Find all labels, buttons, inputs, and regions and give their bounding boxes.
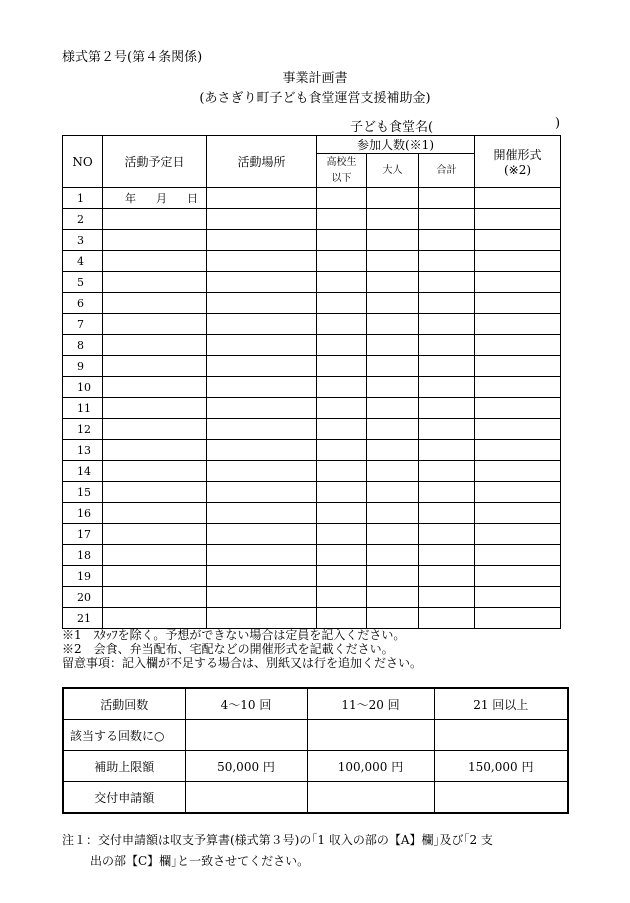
- date-cell[interactable]: [103, 440, 207, 461]
- footnote-line-1: 注１：交付申請額は収支予算書(様式第３号)の｢1 収入の部の【A】欄｣及び｢2 支: [62, 833, 493, 847]
- place-cell[interactable]: [207, 545, 317, 566]
- row-number: 9: [63, 356, 103, 377]
- table-row: [63, 272, 561, 293]
- date-cell[interactable]: [103, 419, 207, 440]
- column-adults: 大人: [367, 154, 419, 188]
- date-cell[interactable]: [103, 545, 207, 566]
- subsidy-limit-21-plus: 150,000 円: [434, 751, 568, 782]
- total-cell[interactable]: [419, 377, 475, 398]
- date-cell[interactable]: [103, 272, 207, 293]
- column-format: [475, 136, 561, 188]
- table-row: [63, 377, 561, 398]
- adults-cell[interactable]: [367, 272, 419, 293]
- total-cell[interactable]: [419, 440, 475, 461]
- highschool-cell[interactable]: [317, 335, 367, 356]
- date-cell[interactable]: [103, 335, 207, 356]
- total-cell[interactable]: [419, 398, 475, 419]
- applicable-count-label: 該当する回数に○: [63, 720, 185, 751]
- adults-cell[interactable]: [367, 377, 419, 398]
- count-range-11-20: 11～20 回: [307, 688, 434, 720]
- row-number: 1: [63, 188, 103, 209]
- adults-cell[interactable]: [367, 398, 419, 419]
- table-row: [63, 482, 561, 503]
- total-cell[interactable]: [419, 293, 475, 314]
- highschool-cell[interactable]: [317, 608, 367, 629]
- format-cell[interactable]: [475, 419, 561, 440]
- format-cell[interactable]: [475, 461, 561, 482]
- total-cell[interactable]: [419, 209, 475, 230]
- total-cell[interactable]: [419, 587, 475, 608]
- format-cell[interactable]: [475, 545, 561, 566]
- adults-cell[interactable]: [367, 293, 419, 314]
- date-cell[interactable]: [103, 608, 207, 629]
- date-cell[interactable]: [103, 587, 207, 608]
- highschool-cell[interactable]: [317, 314, 367, 335]
- format-cell[interactable]: [475, 377, 561, 398]
- subsidy-limit-label: 補助上限額: [63, 751, 185, 782]
- total-cell[interactable]: [419, 503, 475, 524]
- date-cell[interactable]: [103, 398, 207, 419]
- highschool-cell[interactable]: [317, 398, 367, 419]
- row-number: 11: [63, 398, 103, 419]
- application-amount-cell-2[interactable]: [307, 782, 434, 814]
- subsidy-limit-4-10: 50,000 円: [185, 751, 307, 782]
- document-title: 事業計画書: [282, 71, 348, 86]
- date-cell[interactable]: [103, 566, 207, 587]
- total-cell[interactable]: [419, 251, 475, 272]
- row-number: 3: [63, 230, 103, 251]
- place-cell[interactable]: [207, 188, 317, 209]
- table-row: [63, 335, 561, 356]
- format-cell[interactable]: [475, 230, 561, 251]
- place-cell[interactable]: [207, 314, 317, 335]
- row-number: 19: [63, 566, 103, 587]
- date-cell[interactable]: [103, 524, 207, 545]
- format-cell[interactable]: [475, 251, 561, 272]
- format-cell[interactable]: [475, 188, 561, 209]
- total-cell[interactable]: [419, 461, 475, 482]
- format-cell[interactable]: [475, 524, 561, 545]
- place-cell[interactable]: [207, 335, 317, 356]
- total-cell[interactable]: [419, 608, 475, 629]
- form-number: 様式第２号(第４条関係): [62, 50, 203, 65]
- adults-cell[interactable]: [367, 356, 419, 377]
- place-cell[interactable]: [207, 398, 317, 419]
- place-cell[interactable]: [207, 482, 317, 503]
- total-cell[interactable]: [419, 419, 475, 440]
- date-cell[interactable]: [103, 209, 207, 230]
- place-cell[interactable]: [207, 272, 317, 293]
- date-cell[interactable]: [103, 230, 207, 251]
- row-number: 21: [63, 608, 103, 629]
- table-row: [63, 440, 561, 461]
- total-cell[interactable]: [419, 314, 475, 335]
- table-row: [63, 503, 561, 524]
- place-cell[interactable]: [207, 440, 317, 461]
- format-cell[interactable]: [475, 440, 561, 461]
- column-format-line1: 開催形式: [493, 148, 542, 162]
- document-subtitle: (あさぎり町子ども食堂運営支援補助金): [199, 91, 431, 106]
- highschool-cell[interactable]: [317, 461, 367, 482]
- format-cell[interactable]: [475, 209, 561, 230]
- applicable-cell-4-10[interactable]: [185, 720, 307, 751]
- date-cell[interactable]: [103, 293, 207, 314]
- shop-name-field[interactable]: [350, 116, 561, 135]
- table-row: [63, 230, 561, 251]
- table-row: [63, 251, 561, 272]
- place-cell[interactable]: [207, 377, 317, 398]
- total-cell[interactable]: [419, 356, 475, 377]
- highschool-cell[interactable]: [317, 356, 367, 377]
- adults-cell[interactable]: [367, 440, 419, 461]
- date-day-label: 日: [187, 192, 198, 205]
- adults-cell[interactable]: [367, 251, 419, 272]
- column-participants: 参加人数(※1): [317, 136, 475, 154]
- place-cell[interactable]: [207, 356, 317, 377]
- table-row: [63, 524, 561, 545]
- highschool-cell[interactable]: [317, 230, 367, 251]
- row-number: 16: [63, 503, 103, 524]
- table-row: [63, 293, 561, 314]
- table-row: [63, 419, 561, 440]
- highschool-cell[interactable]: [317, 209, 367, 230]
- adults-cell[interactable]: [367, 335, 419, 356]
- total-cell[interactable]: [419, 188, 475, 209]
- date-cell[interactable]: [103, 188, 207, 209]
- format-cell[interactable]: [475, 587, 561, 608]
- highschool-cell[interactable]: [317, 566, 367, 587]
- activity-plan-table: [62, 135, 561, 629]
- format-cell[interactable]: [475, 314, 561, 335]
- table-row: [63, 587, 561, 608]
- table-row: [63, 188, 561, 209]
- place-cell[interactable]: [207, 608, 317, 629]
- footnote: [62, 830, 493, 872]
- highschool-cell[interactable]: [317, 293, 367, 314]
- highschool-cell[interactable]: [317, 272, 367, 293]
- place-cell[interactable]: [207, 293, 317, 314]
- adults-cell[interactable]: [367, 461, 419, 482]
- row-number: 12: [63, 419, 103, 440]
- format-cell[interactable]: [475, 398, 561, 419]
- applicable-cell-11-20[interactable]: [307, 720, 434, 751]
- highschool-cell[interactable]: [317, 482, 367, 503]
- application-amount-cell-1[interactable]: [185, 782, 307, 814]
- adults-cell[interactable]: [367, 545, 419, 566]
- total-cell[interactable]: [419, 335, 475, 356]
- date-cell[interactable]: [103, 461, 207, 482]
- column-place: 活動場所: [207, 136, 317, 188]
- format-cell[interactable]: [475, 335, 561, 356]
- total-cell[interactable]: [419, 272, 475, 293]
- table-row: [63, 608, 561, 629]
- format-cell[interactable]: [475, 482, 561, 503]
- row-number: 13: [63, 440, 103, 461]
- applicable-cell-21-plus[interactable]: [434, 720, 568, 751]
- shop-name-close: ): [555, 116, 561, 131]
- column-highschool-line1: 高校生: [326, 156, 357, 168]
- row-number: 20: [63, 587, 103, 608]
- date-cell[interactable]: [103, 356, 207, 377]
- highschool-cell[interactable]: [317, 188, 367, 209]
- adults-cell[interactable]: [367, 524, 419, 545]
- highschool-cell[interactable]: [317, 503, 367, 524]
- place-cell[interactable]: [207, 251, 317, 272]
- total-cell[interactable]: [419, 482, 475, 503]
- place-cell[interactable]: [207, 461, 317, 482]
- subsidy-limit-table: [62, 687, 569, 814]
- adults-cell[interactable]: [367, 188, 419, 209]
- footnote-line-2: 出の部【C】欄｣と一致させてください。: [90, 854, 310, 868]
- row-number: 6: [63, 293, 103, 314]
- row-number: 7: [63, 314, 103, 335]
- row-number: 5: [63, 272, 103, 293]
- adults-cell[interactable]: [367, 608, 419, 629]
- table-row: [63, 356, 561, 377]
- shop-name-label: 子ども食堂名(: [350, 120, 434, 135]
- table-row: [63, 545, 561, 566]
- count-range-21-plus: 21 回以上: [434, 688, 568, 720]
- format-cell[interactable]: [475, 272, 561, 293]
- row-number: 2: [63, 209, 103, 230]
- place-cell[interactable]: [207, 419, 317, 440]
- adults-cell[interactable]: [367, 587, 419, 608]
- date-year-label: 年: [125, 192, 136, 205]
- note-remarks: 留意事項：記入欄が不足する場合は、別紙又は行を追加ください。: [62, 656, 423, 670]
- table-row: [63, 398, 561, 419]
- column-highschool: [317, 154, 367, 188]
- adults-cell[interactable]: [367, 482, 419, 503]
- place-cell[interactable]: [207, 503, 317, 524]
- highschool-cell[interactable]: [317, 587, 367, 608]
- adults-cell[interactable]: [367, 566, 419, 587]
- column-date: 活動予定日: [103, 136, 207, 188]
- total-cell[interactable]: [419, 230, 475, 251]
- column-highschool-line2: 以下: [331, 172, 352, 184]
- adults-cell[interactable]: [367, 209, 419, 230]
- format-cell[interactable]: [475, 293, 561, 314]
- date-cell[interactable]: [103, 251, 207, 272]
- application-amount-label: 交付申請額: [63, 782, 185, 814]
- adults-cell[interactable]: [367, 419, 419, 440]
- adults-cell[interactable]: [367, 230, 419, 251]
- place-cell[interactable]: [207, 566, 317, 587]
- date-cell[interactable]: [103, 503, 207, 524]
- highschool-cell[interactable]: [317, 251, 367, 272]
- application-amount-cell-3[interactable]: [434, 782, 568, 814]
- row-number: 17: [63, 524, 103, 545]
- column-format-line2: (※2): [503, 163, 532, 177]
- notes: [62, 628, 422, 670]
- note-1: ※1 ｽﾀｯﾌを除く。予想ができない場合は定員を記入ください。: [62, 628, 406, 642]
- row-number: 8: [63, 335, 103, 356]
- format-cell[interactable]: [475, 566, 561, 587]
- date-cell[interactable]: [103, 482, 207, 503]
- row-number: 15: [63, 482, 103, 503]
- count-range-4-10: 4～10 回: [185, 688, 307, 720]
- total-cell[interactable]: [419, 566, 475, 587]
- row-number: 18: [63, 545, 103, 566]
- highschool-cell[interactable]: [317, 419, 367, 440]
- table-row: [63, 566, 561, 587]
- highschool-cell[interactable]: [317, 440, 367, 461]
- column-no: NO: [63, 136, 103, 188]
- highschool-cell[interactable]: [317, 524, 367, 545]
- column-total: 合計: [419, 154, 475, 188]
- adults-cell[interactable]: [367, 314, 419, 335]
- place-cell[interactable]: [207, 587, 317, 608]
- format-cell[interactable]: [475, 356, 561, 377]
- date-cell[interactable]: [103, 377, 207, 398]
- subsidy-limit-11-20: 100,000 円: [307, 751, 434, 782]
- total-cell[interactable]: [419, 524, 475, 545]
- table-row: [63, 209, 561, 230]
- adults-cell[interactable]: [367, 503, 419, 524]
- table-row: [63, 461, 561, 482]
- note-2: ※2 会食、弁当配布、宅配などの開催形式を記載ください。: [62, 642, 394, 656]
- format-cell[interactable]: [475, 608, 561, 629]
- highschool-cell[interactable]: [317, 545, 367, 566]
- format-cell[interactable]: [475, 503, 561, 524]
- row-number: 10: [63, 377, 103, 398]
- row-number: 4: [63, 251, 103, 272]
- table-row: [63, 314, 561, 335]
- activity-count-label: 活動回数: [63, 688, 185, 720]
- place-cell[interactable]: [207, 524, 317, 545]
- date-cell[interactable]: [103, 314, 207, 335]
- place-cell[interactable]: [207, 209, 317, 230]
- place-cell[interactable]: [207, 230, 317, 251]
- date-month-label: 月: [156, 192, 167, 205]
- total-cell[interactable]: [419, 545, 475, 566]
- row-number: 14: [63, 461, 103, 482]
- highschool-cell[interactable]: [317, 377, 367, 398]
